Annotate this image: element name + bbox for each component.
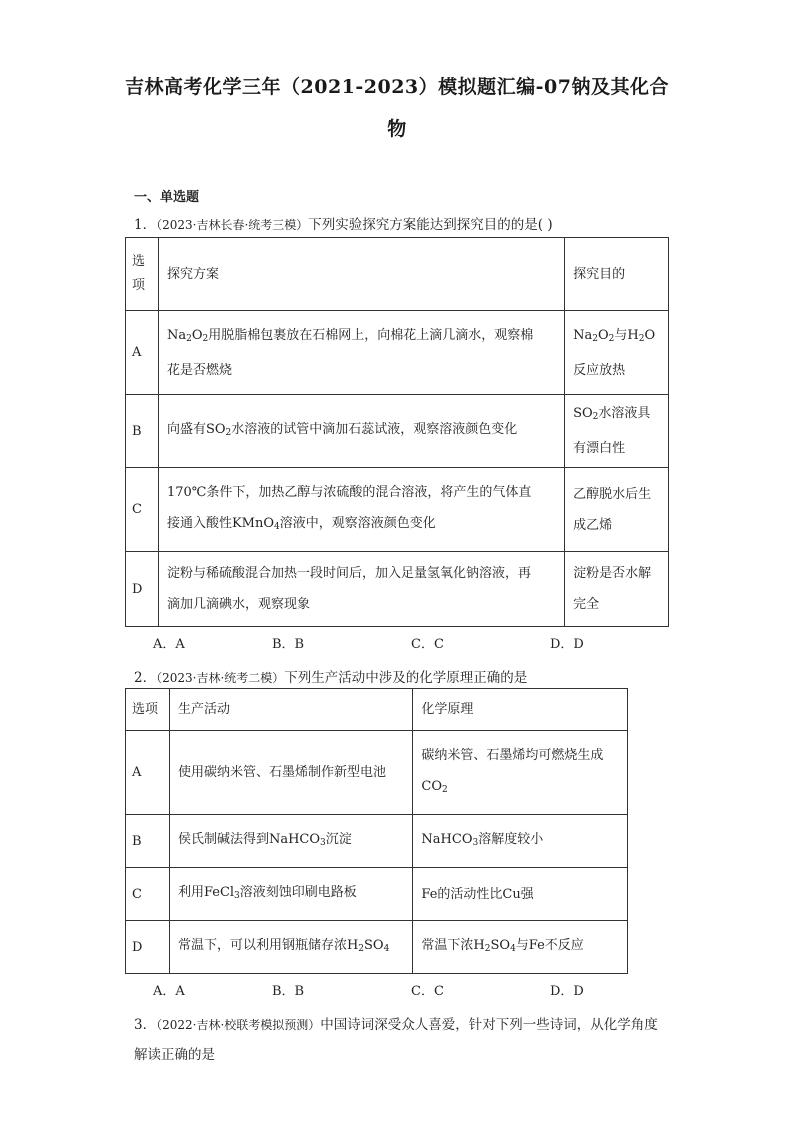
row-plan [158, 311, 564, 395]
question-text: 下列生产活动中涉及的化学原理正确的是 [284, 670, 528, 686]
row-plan-line-2: 接通入酸性KMnO$_4$溶液中，观察溶液颜色变化 [166, 515, 436, 532]
question-1-table [125, 237, 669, 627]
question-text: 中国诗词深受众人喜爱，针对下列一些诗词，从化学角度解读正确的是 [134, 1017, 658, 1063]
row-goal-line-2: 成乙烯 [573, 517, 613, 533]
header-plan: 探究方案 [158, 238, 564, 311]
header-activity: 生产活动 [169, 689, 412, 731]
question-source: （2023·吉林长春·统考三模） [156, 218, 309, 232]
row-activity: 利用FeCl$_3$溶液刻蚀印刷电路板 [169, 868, 412, 921]
option-d[interactable]: D．D [550, 637, 584, 652]
option-c[interactable]: C．C [411, 637, 444, 652]
table-row [126, 868, 628, 921]
title-line-1: 吉林高考化学三年（2021-2023）模拟题汇编-07钠及其化合 [125, 76, 669, 98]
option-a[interactable]: A．A [153, 984, 185, 999]
row-plan [158, 552, 564, 627]
question-2-options [153, 980, 584, 999]
row-plan: 向盛有$SO_2$水溶液的试管中滴加石蕊试液，观察溶液颜色变化 [158, 395, 564, 468]
header-goal: 探究目的 [565, 238, 669, 311]
row-option: C [126, 868, 170, 921]
row-goal-line-2: 有漂白性 [573, 441, 626, 456]
table-row [126, 815, 628, 868]
section-heading: 一、单选题 [134, 190, 200, 205]
table-row [126, 395, 669, 468]
question-2-table [125, 688, 628, 974]
question-text: 下列实验探究方案能达到探究目的的是( ) [308, 217, 553, 233]
row-option: A [126, 311, 159, 395]
row-plan-line-2: 滴加几滴碘水，观察现象 [166, 597, 310, 612]
row-option: B [126, 815, 170, 868]
row-goal [565, 395, 669, 468]
table-row [126, 311, 669, 395]
header-option: 选项 [126, 689, 170, 731]
table-header-row [126, 689, 628, 731]
row-goal-line-2: 反应放热 [573, 362, 626, 378]
row-goal [565, 552, 669, 627]
option-b[interactable]: B．B [272, 984, 305, 999]
option-c[interactable]: C．C [411, 984, 444, 999]
question-1-stem [134, 213, 553, 233]
row-option: B [126, 395, 159, 468]
row-plan [158, 468, 564, 552]
row-option: A [126, 731, 170, 815]
header-option-line-2: 项 [132, 278, 146, 293]
table-row [126, 552, 669, 627]
question-source: （2022·吉林·校联考模拟预测） [156, 1018, 321, 1032]
title-line-2: 物 [387, 118, 407, 140]
question-number: 3． [134, 1017, 157, 1033]
row-plan-line-1: $Na_2O_2$用脱脂棉包裹放在石棉网上，向棉花上滴几滴水，观察棉 [166, 327, 534, 344]
row-option: D [126, 921, 170, 974]
row-goal-line-1: 乙醇脱水后生 [573, 486, 652, 502]
table-header-row [126, 238, 669, 311]
document-title [120, 66, 674, 150]
table-row [126, 921, 628, 974]
row-plan-line-1: 170℃条件下，加热乙醇与浓硫酸的混合溶液，将产生的气体直 [166, 484, 532, 500]
row-activity: 使用碳纳米管、石墨烯制作新型电池 [169, 731, 412, 815]
question-number: 1． [134, 217, 157, 233]
row-principle: 常温下浓$H_2SO_4$与Fe不反应 [413, 921, 628, 974]
row-option: D [126, 552, 159, 627]
question-number: 2． [134, 670, 157, 686]
option-a[interactable]: A．A [153, 637, 185, 652]
question-1-options [153, 633, 584, 652]
row-activity: 侯氏制碱法得到NaHCO$_3$沉淀 [169, 815, 412, 868]
row-option: C [126, 468, 159, 552]
table-row [126, 731, 628, 815]
header-option-line-1: 选 [132, 254, 146, 269]
row-principle: NaHCO$_3$溶解度较小 [413, 815, 628, 868]
row-activity: 常温下，可以利用钢瓶储存浓$H_2SO_4$ [169, 921, 412, 974]
row-goal-line-1: $Na_2O_2$与$H_2O$ [573, 327, 656, 344]
question-3-stem [134, 1010, 664, 1070]
header-option [126, 238, 159, 311]
row-goal-line-1: $SO_2$水溶液具 [573, 406, 651, 422]
row-principle: Fe的活动性比Cu强 [413, 868, 628, 921]
row-plan-line-2: 花是否燃烧 [166, 362, 232, 378]
row-goal [565, 311, 669, 395]
question-source: （2023·吉林·统考二模） [156, 671, 285, 685]
row-goal-line-1: 淀粉是否水解 [573, 566, 652, 581]
question-2-stem [134, 666, 527, 686]
row-goal-line-2: 完全 [573, 597, 600, 612]
row-principle-line-1: 碳纳米管、石墨烯均可燃烧生成 [421, 747, 604, 763]
table-row [126, 468, 669, 552]
row-principle-line-2: $CO_2$ [421, 778, 448, 795]
option-b[interactable]: B．B [272, 637, 305, 652]
row-plan-line-1: 淀粉与稀硫酸混合加热一段时间后，加入足量氢氧化钠溶液，再 [166, 566, 531, 581]
row-principle [413, 731, 628, 815]
option-d[interactable]: D．D [550, 984, 584, 999]
row-goal [565, 468, 669, 552]
header-principle: 化学原理 [413, 689, 628, 731]
